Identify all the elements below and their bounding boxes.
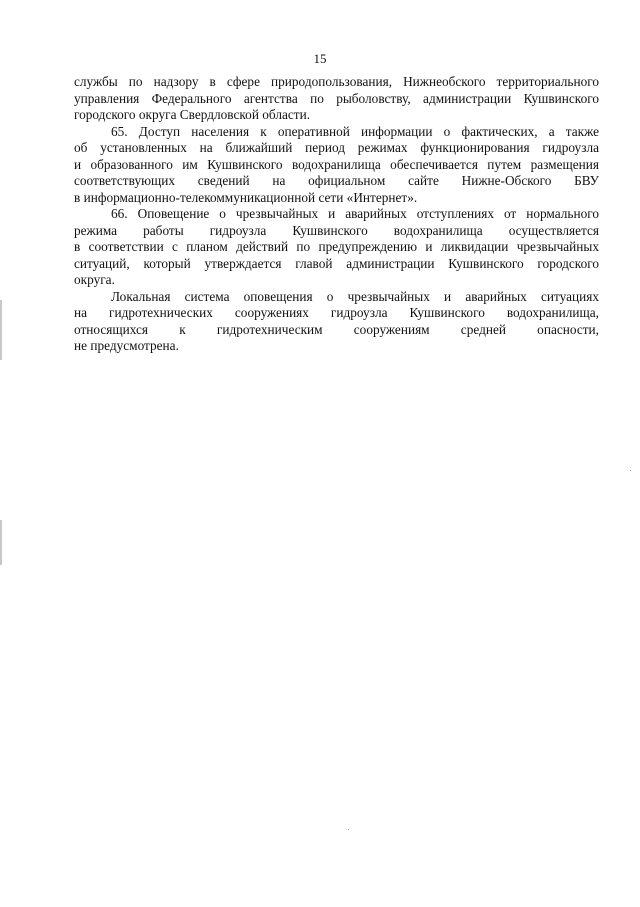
text-line: ситуаций, который утверждается главой администрации Кушвинского городского	[74, 255, 599, 271]
paragraph	[74, 74, 599, 124]
scan-speck	[630, 470, 631, 471]
paragraph	[74, 289, 599, 355]
text-line: и образованного им Кушвинского водохранилища обеспечивается путем размещения	[74, 156, 599, 172]
text-line: в информационно-телекоммуникационной сети «Интернет».	[74, 189, 418, 205]
document-body	[74, 74, 599, 355]
text-line: режима работы гидроузла Кушвинского водохранилища осуществляется	[74, 222, 599, 238]
text-line: соответствующих сведений на официальном сайте Нижне-Обского БВУ	[74, 173, 599, 188]
text-line: управления Федерального агентства по рыболовству, администрации Кушвинского	[74, 90, 599, 106]
text-line: 66. Оповещение о чрезвычайных и аварийных отступлениях от нормального	[111, 206, 599, 221]
text-line: на гидротехнических сооружениях гидроузла Кушвинского водохранилища,	[74, 305, 599, 320]
text-line: в соответствии с планом действий по предупреждению и ликвидации чрезвычайных	[74, 239, 599, 254]
text-line: городского округа Свердловской области.	[74, 107, 311, 122]
paragraph	[74, 124, 599, 207]
scan-edge-mark	[0, 520, 2, 565]
scan-edge-mark	[0, 300, 2, 360]
page-number: 15	[313, 51, 327, 66]
text-line: относящихся к гидротехническим сооружениям средней опасности,	[74, 321, 599, 337]
text-line: об установленных на ближайший период режимах функционирования гидроузла	[74, 140, 599, 155]
text-line: службы по надзору в сфере природопользования, Нижнеобского территориального	[74, 74, 599, 89]
scan-speck	[348, 829, 349, 830]
text-line: округа.	[74, 272, 115, 287]
text-line: 65. Доступ населения к оперативной информации о фактических, а также	[111, 123, 599, 139]
text-line: не предусмотрена.	[74, 338, 179, 353]
text-line: Локальная система оповещения о чрезвычайных и аварийных ситуациях	[111, 288, 599, 304]
paragraph	[74, 206, 599, 289]
